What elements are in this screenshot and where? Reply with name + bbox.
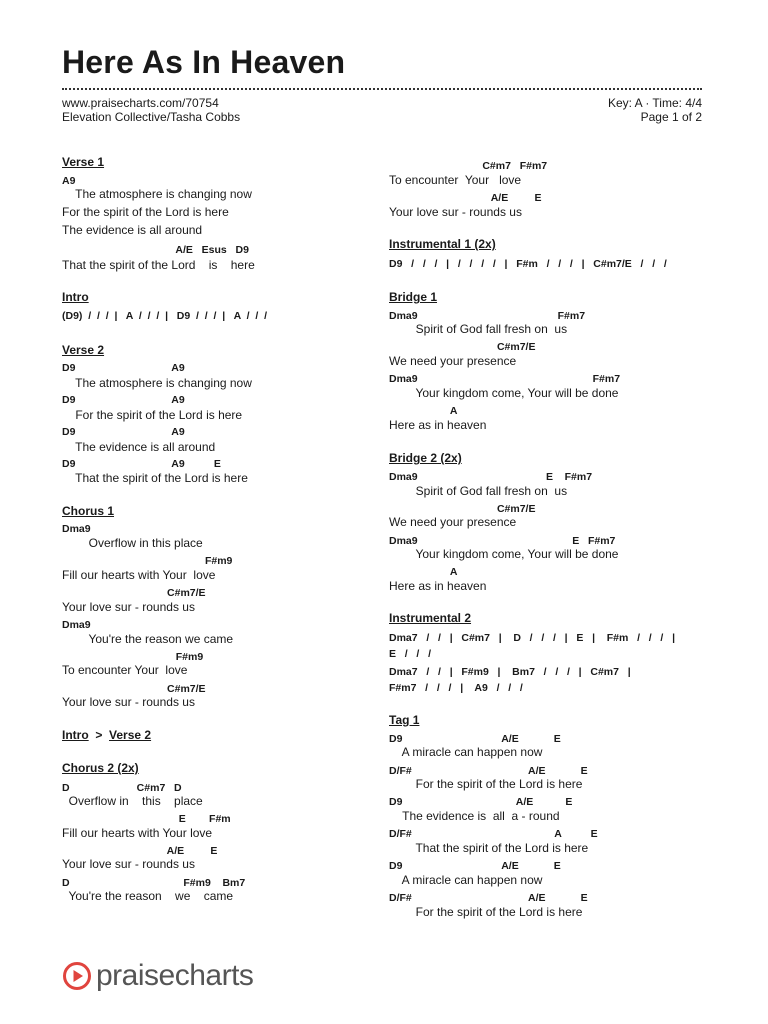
song-title: Here As In Heaven bbox=[62, 44, 346, 80]
lyric-line: That the spirit of the Lord is here bbox=[62, 258, 255, 272]
lyric-line: Fill our hearts with Your love bbox=[62, 826, 213, 840]
lyric-line: We need your presence bbox=[389, 354, 517, 368]
chord-line: F#m9 bbox=[62, 651, 204, 663]
chord-bars: F#m7 / / / | A9 / / / bbox=[389, 682, 523, 694]
section-chorus-2: Chorus 2 (2x) bbox=[62, 761, 139, 775]
chord-line: Dma9 E F#m7 bbox=[389, 535, 616, 547]
chord-line: E F#m bbox=[62, 813, 231, 825]
lyric-line: For the spirit of the Lord is here bbox=[389, 777, 583, 791]
lyric-line: That the spirit of the Lord is here bbox=[389, 841, 589, 855]
chord-line: D9 A/E E bbox=[389, 733, 561, 745]
chord-line: C#m7/E bbox=[389, 503, 536, 515]
chord-line: Dma9 F#m7 bbox=[389, 373, 621, 385]
section-tag-1: Tag 1 bbox=[389, 713, 420, 727]
chord-line: C#m7 F#m7 bbox=[389, 160, 548, 172]
lyric-line: Fill our hearts with Your love bbox=[62, 568, 216, 582]
lyric-line: For the spirit of the Lord is here bbox=[389, 905, 583, 919]
page-number: Page 1 of 2 bbox=[640, 110, 702, 124]
lyric-line: That the spirit of the Lord is here bbox=[62, 471, 248, 485]
meta-left bbox=[62, 96, 240, 124]
chord-line: D9 A/E E bbox=[389, 796, 573, 808]
chord-line: C#m7/E bbox=[62, 683, 206, 695]
lyric-line: The evidence is all around bbox=[62, 440, 216, 454]
chord-bars: Dma7 / / | F#m9 | Bm7 / / / | C#m7 | bbox=[389, 666, 631, 678]
section-instrumental-1: Instrumental 1 (2x) bbox=[389, 237, 496, 251]
source-url: www.praisecharts.com/70754 bbox=[62, 96, 219, 110]
lyric-line: Spirit of God fall fresh on us bbox=[389, 484, 568, 498]
section-verse-1: Verse 1 bbox=[62, 155, 105, 169]
chord-line: Dma9 bbox=[62, 523, 91, 535]
lyric-line: Here as in heaven bbox=[389, 418, 487, 432]
lyric-line: The evidence is all around bbox=[62, 223, 203, 237]
lyric-line: Spirit of God fall fresh on us bbox=[389, 322, 568, 336]
chord-line: A/E Esus D9 bbox=[62, 244, 249, 256]
lyric-line: You're the reason we came bbox=[62, 889, 234, 903]
section-chorus-1: Chorus 1 bbox=[62, 504, 115, 518]
flow-part-verse-2: Verse 2 bbox=[109, 728, 152, 742]
praisecharts-logo[interactable] bbox=[62, 956, 253, 996]
flow-arrow: > bbox=[95, 728, 103, 742]
lyric-line: A miracle can happen now bbox=[389, 873, 543, 887]
lyric-line: Here as in heaven bbox=[389, 579, 487, 593]
play-circle-icon bbox=[62, 961, 92, 991]
section-intro: Intro bbox=[62, 290, 89, 304]
chord-line: Dma9 E F#m7 bbox=[389, 471, 593, 483]
lyric-line: A miracle can happen now bbox=[389, 745, 543, 759]
chord-line: A/E E bbox=[62, 845, 218, 857]
lyric-line: Overflow in this place bbox=[62, 536, 203, 550]
key-time: Key: A · Time: 4/4 bbox=[607, 96, 702, 110]
flow-part-intro: Intro bbox=[62, 728, 89, 742]
lyric-line: Your love sur - rounds us bbox=[62, 695, 195, 709]
title-divider bbox=[62, 88, 702, 90]
chord-bars: Dma7 / / | C#m7 | D / / / | E | F#m / / / | bbox=[389, 632, 676, 644]
brand-name: praisecharts bbox=[96, 959, 254, 992]
chord-line: D9 A/E E bbox=[389, 860, 561, 872]
chord-line: D9 A9 bbox=[62, 426, 185, 438]
chord-line: A9 bbox=[62, 175, 76, 187]
lyric-line: To encounter Your love bbox=[389, 173, 522, 187]
chord-bars: D9 / / / | / / / / | F#m / / / | C#m7/E / / / bbox=[389, 258, 667, 270]
chord-line: C#m7/E bbox=[389, 341, 536, 353]
chord-line: Dma9 bbox=[62, 619, 91, 631]
chord-line: A bbox=[389, 566, 458, 578]
section-flow bbox=[62, 728, 151, 742]
chord-line: D C#m7 D bbox=[62, 782, 182, 794]
chord-line: Dma9 F#m7 bbox=[389, 310, 586, 322]
chord-line: F#m9 bbox=[62, 555, 233, 567]
chord-line: A/E E bbox=[389, 192, 542, 204]
lyric-line: We need your presence bbox=[389, 515, 517, 529]
artist: Elevation Collective/Tasha Cobbs bbox=[62, 110, 241, 124]
lyric-line: Your kingdom come, Your will be done bbox=[389, 547, 619, 561]
section-verse-2: Verse 2 bbox=[62, 343, 105, 357]
chord-line: D/F# A E bbox=[389, 828, 598, 840]
meta-right bbox=[608, 96, 702, 124]
lyric-line: Your kingdom come, Your will be done bbox=[389, 386, 619, 400]
chord-line: D9 A9 bbox=[62, 362, 185, 374]
chord-line: D F#m9 Bm7 bbox=[62, 877, 246, 889]
lyric-line: Your love sur - rounds us bbox=[62, 857, 195, 871]
section-bridge-2: Bridge 2 (2x) bbox=[389, 451, 462, 465]
chord-line: D9 A9 E bbox=[62, 458, 221, 470]
chord-line: A bbox=[389, 405, 458, 417]
lyric-line: For the spirit of the Lord is here bbox=[62, 205, 229, 219]
chord-bars: E / / / bbox=[389, 648, 432, 660]
lyric-line: Your love sur - rounds us bbox=[62, 600, 195, 614]
section-instrumental-2: Instrumental 2 bbox=[389, 611, 472, 625]
lyric-line: The evidence is all a - round bbox=[389, 809, 560, 823]
chord-line: D/F# A/E E bbox=[389, 765, 588, 777]
lyric-line: The atmosphere is changing now bbox=[62, 376, 252, 390]
lyric-line: The atmosphere is changing now bbox=[62, 187, 252, 201]
chord-line: D/F# A/E E bbox=[389, 892, 588, 904]
lyric-line: For the spirit of the Lord is here bbox=[62, 408, 243, 422]
section-bridge-1: Bridge 1 bbox=[389, 290, 438, 304]
lyric-line: To encounter Your love bbox=[62, 663, 188, 677]
chord-line: D9 A9 bbox=[62, 394, 185, 406]
lyric-line: You're the reason we came bbox=[62, 632, 234, 646]
lyric-line: Overflow in this place bbox=[62, 794, 203, 808]
chord-line: C#m7/E bbox=[62, 587, 206, 599]
lyric-line: Your love sur - rounds us bbox=[389, 205, 522, 219]
chord-bars: (D9) / / / | A / / / | D9 / / / | A / / / bbox=[62, 310, 268, 322]
